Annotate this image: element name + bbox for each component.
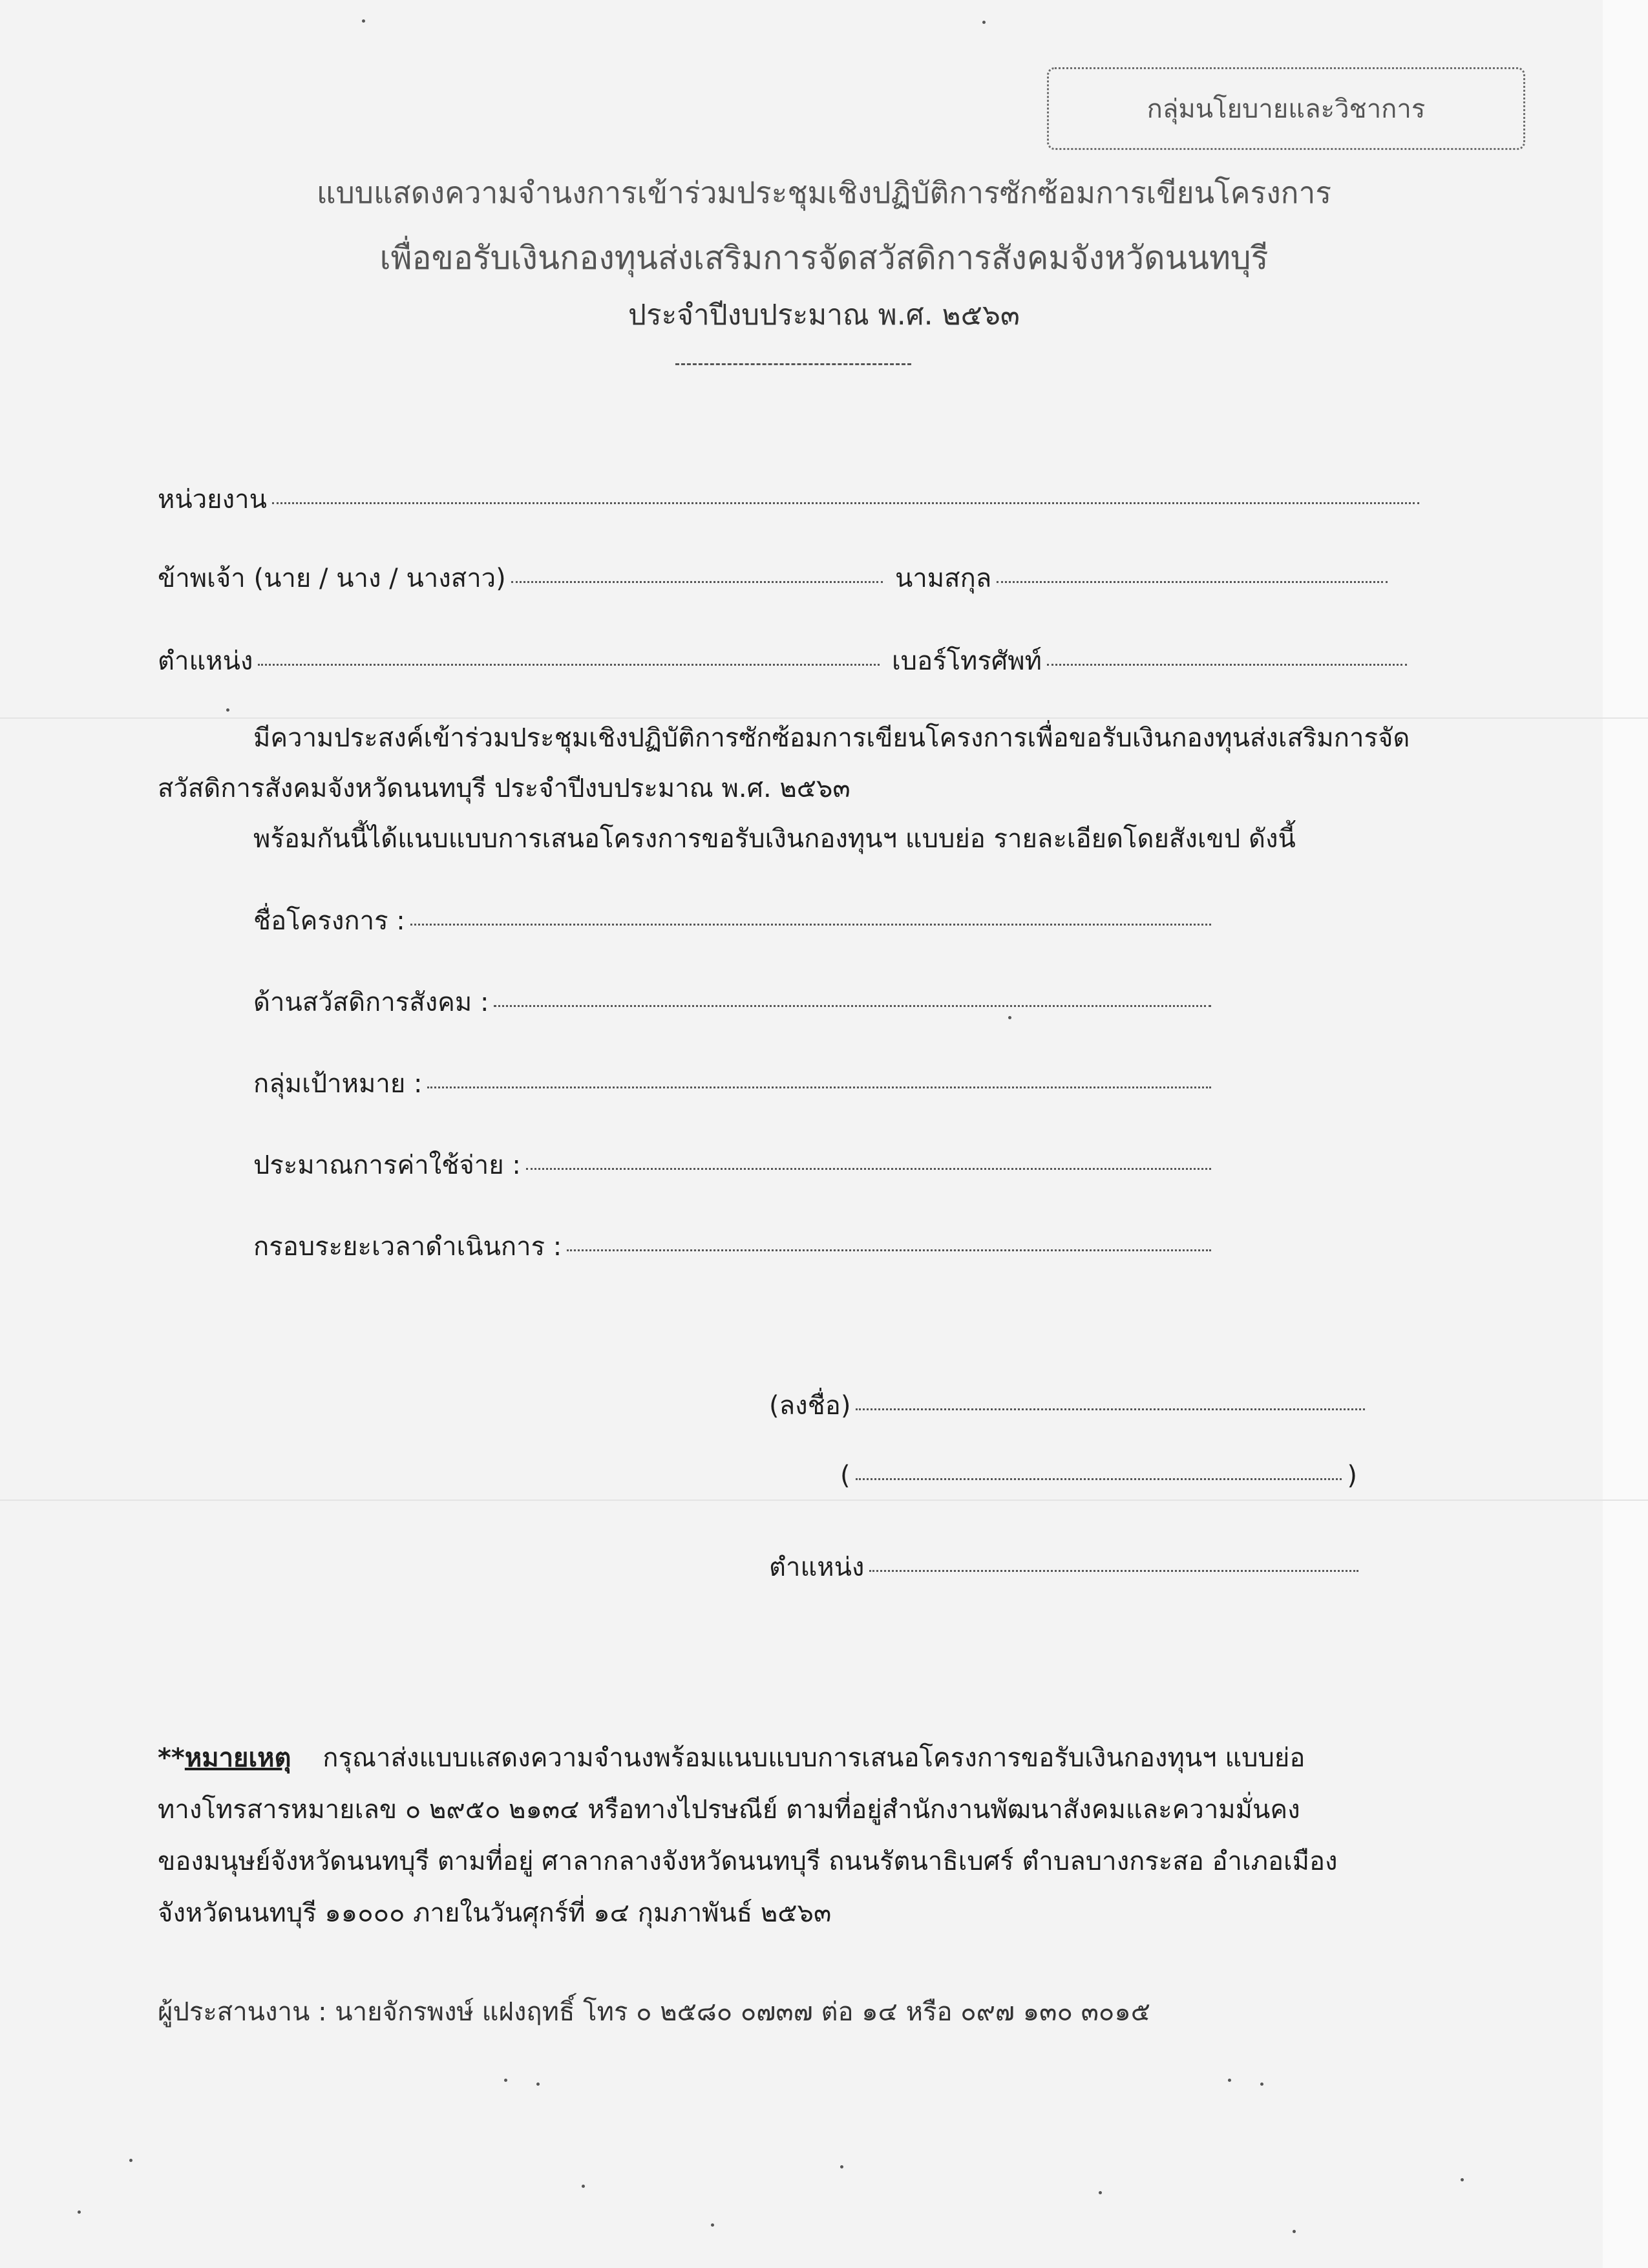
form-title-line2: เพื่อขอรับเงินกองทุนส่งเสริมการจัดสวัสดิการสังคมจังหวัดนนทบุรี [379, 239, 1269, 277]
position-blank[interactable] [258, 664, 880, 666]
open-paren: ( [840, 1461, 850, 1490]
signer-position-field[interactable] [769, 1546, 1364, 1587]
scan-speck [504, 2079, 507, 2082]
printed-name-blank[interactable] [856, 1478, 1342, 1480]
surname-field[interactable] [895, 557, 1393, 599]
signer-position-label: ตำแหน่ง [769, 1553, 865, 1582]
printed-name-field[interactable] [840, 1461, 1357, 1490]
remark-heading: หมายเหตุ [184, 1743, 291, 1773]
phone-label: เบอร์โทรศัพท์ [892, 646, 1042, 676]
form-title-line3: ประจำปีงบประมาณ พ.ศ. ๒๕๖๓ [628, 299, 1020, 332]
remark-section [158, 1732, 1450, 1939]
remark-text-line4: จังหวัดนนทบุรี ๑๑๐๐๐ ภายในวันศุกร์ที่ ๑๔ กุมภาพันธ์ ๒๕๖๓ [158, 1898, 832, 1928]
name-blank[interactable] [511, 581, 883, 583]
close-paren: ) [1347, 1461, 1357, 1490]
department-badge [1047, 67, 1525, 150]
agency-label: หน่วยงาน [158, 485, 267, 514]
scan-speck [840, 2165, 843, 2168]
scan-speck [711, 2223, 714, 2227]
coordinator-contact: ผู้ประสานงาน : นายจักรพงษ์ แฝงฤทธิ์ โทร ๐ ๒๕๘๐ ๐๗๓๗ ต่อ ๑๔ หรือ ๐๙๗ ๑๓๐ ๓๐๑๕ [158, 1997, 1150, 2027]
surname-blank[interactable] [997, 581, 1388, 583]
scan-speck [1293, 2230, 1296, 2233]
welfare-label: ด้านสวัสดิการสังคม : [253, 988, 489, 1017]
intent-line3: พร้อมกันนี้ได้แนบแบบการเสนอโครงการขอรับเงินกองทุนฯ แบบย่อ รายละเอียดโดยสังเขป ดังนี้ [253, 824, 1296, 854]
budget-blank[interactable] [526, 1168, 1211, 1170]
scan-speck [582, 2185, 585, 2188]
project-name-label: ชื่อโครงการ : [253, 906, 405, 936]
intent-line1: มีความประสงค์เข้าร่วมประชุมเชิงปฏิบัติการซักซ้อมการเขียนโครงการเพื่อขอรับเงินกองทุนส่งเสริมการจัด [253, 723, 1410, 753]
remark-text-line1: กรุณาส่งแบบแสดงความจำนงพร้อมแนบแบบการเสนอโครงการขอรับเงินกองทุนฯ แบบย่อ [322, 1743, 1305, 1773]
scan-speck [1260, 2083, 1263, 2086]
budget-label: ประมาณการค่าใช้จ่าย : [253, 1150, 521, 1180]
scan-speck [1099, 2191, 1102, 2194]
name-field[interactable] [158, 557, 888, 599]
scan-speck [1461, 2178, 1464, 2181]
remark-text-line2: ทางโทรสารหมายเลข ๐ ๒๙๕๐ ๒๑๓๔ หรือทางไปรษณีย์ ตามที่อยู่สำนักงานพัฒนาสังคมและความมั่นคง [158, 1795, 1300, 1825]
timeline-blank[interactable] [567, 1249, 1211, 1251]
signature-field[interactable] [769, 1384, 1370, 1426]
remark-text-line3: ของมนุษย์จังหวัดนนทบุรี ตามที่อยู่ ศาลากลางจังหวัดนนทบุรี ถนนรัตนาธิเบศร์ ตำบลบางกระสอ อำเภอเมือง [158, 1847, 1338, 1876]
form-title-line1: แบบแสดงความจำนงการเข้าร่วมประชุมเชิงปฏิบัติการซักซ้อมการเขียนโครงการ [316, 175, 1332, 210]
phone-blank[interactable] [1047, 664, 1407, 666]
welfare-blank[interactable] [494, 1005, 1211, 1007]
target-field[interactable] [253, 1063, 1216, 1104]
signer-position-blank[interactable] [869, 1570, 1358, 1572]
scan-speck [226, 708, 229, 712]
signature-label: (ลงชื่อ) [769, 1391, 851, 1421]
timeline-field[interactable] [253, 1225, 1216, 1267]
scan-speck [1228, 2079, 1231, 2082]
signature-blank[interactable] [856, 1408, 1365, 1410]
scan-speck [362, 19, 365, 23]
phone-field[interactable] [892, 640, 1412, 681]
timeline-label: กรอบระยะเวลาดำเนินการ : [253, 1232, 562, 1262]
project-name-field[interactable] [253, 900, 1216, 941]
scan-speck [1008, 1016, 1011, 1019]
scan-speck [982, 21, 986, 24]
target-blank[interactable] [427, 1086, 1211, 1088]
project-name-blank[interactable] [410, 924, 1211, 926]
budget-field[interactable] [253, 1144, 1216, 1185]
title-divider [675, 363, 911, 365]
remark-prefix: ** [158, 1743, 185, 1773]
welfare-field[interactable] [253, 981, 1216, 1023]
page-edge [1603, 0, 1648, 2268]
agency-field[interactable] [158, 478, 1424, 520]
agency-blank[interactable] [272, 502, 1419, 504]
target-label: กลุ่มเป้าหมาย : [253, 1069, 423, 1099]
position-field[interactable] [158, 640, 885, 681]
fold-line [0, 1500, 1648, 1501]
position-label: ตำแหน่ง [158, 646, 253, 676]
scan-speck [129, 2159, 132, 2162]
name-label: ข้าพเจ้า (นาย / นาง / นางสาว) [158, 564, 506, 593]
surname-label: นามสกุล [895, 564, 992, 593]
intent-line2: สวัสดิการสังคมจังหวัดนนทบุรี ประจำปีงบประมาณ พ.ศ. ๒๕๖๓ [158, 774, 850, 803]
remark-line1 [158, 1732, 1450, 1784]
scan-speck [78, 2210, 81, 2214]
department-badge-text: กลุ่มนโยบายและวิชาการ [1146, 94, 1426, 124]
scan-speck [536, 2083, 540, 2086]
